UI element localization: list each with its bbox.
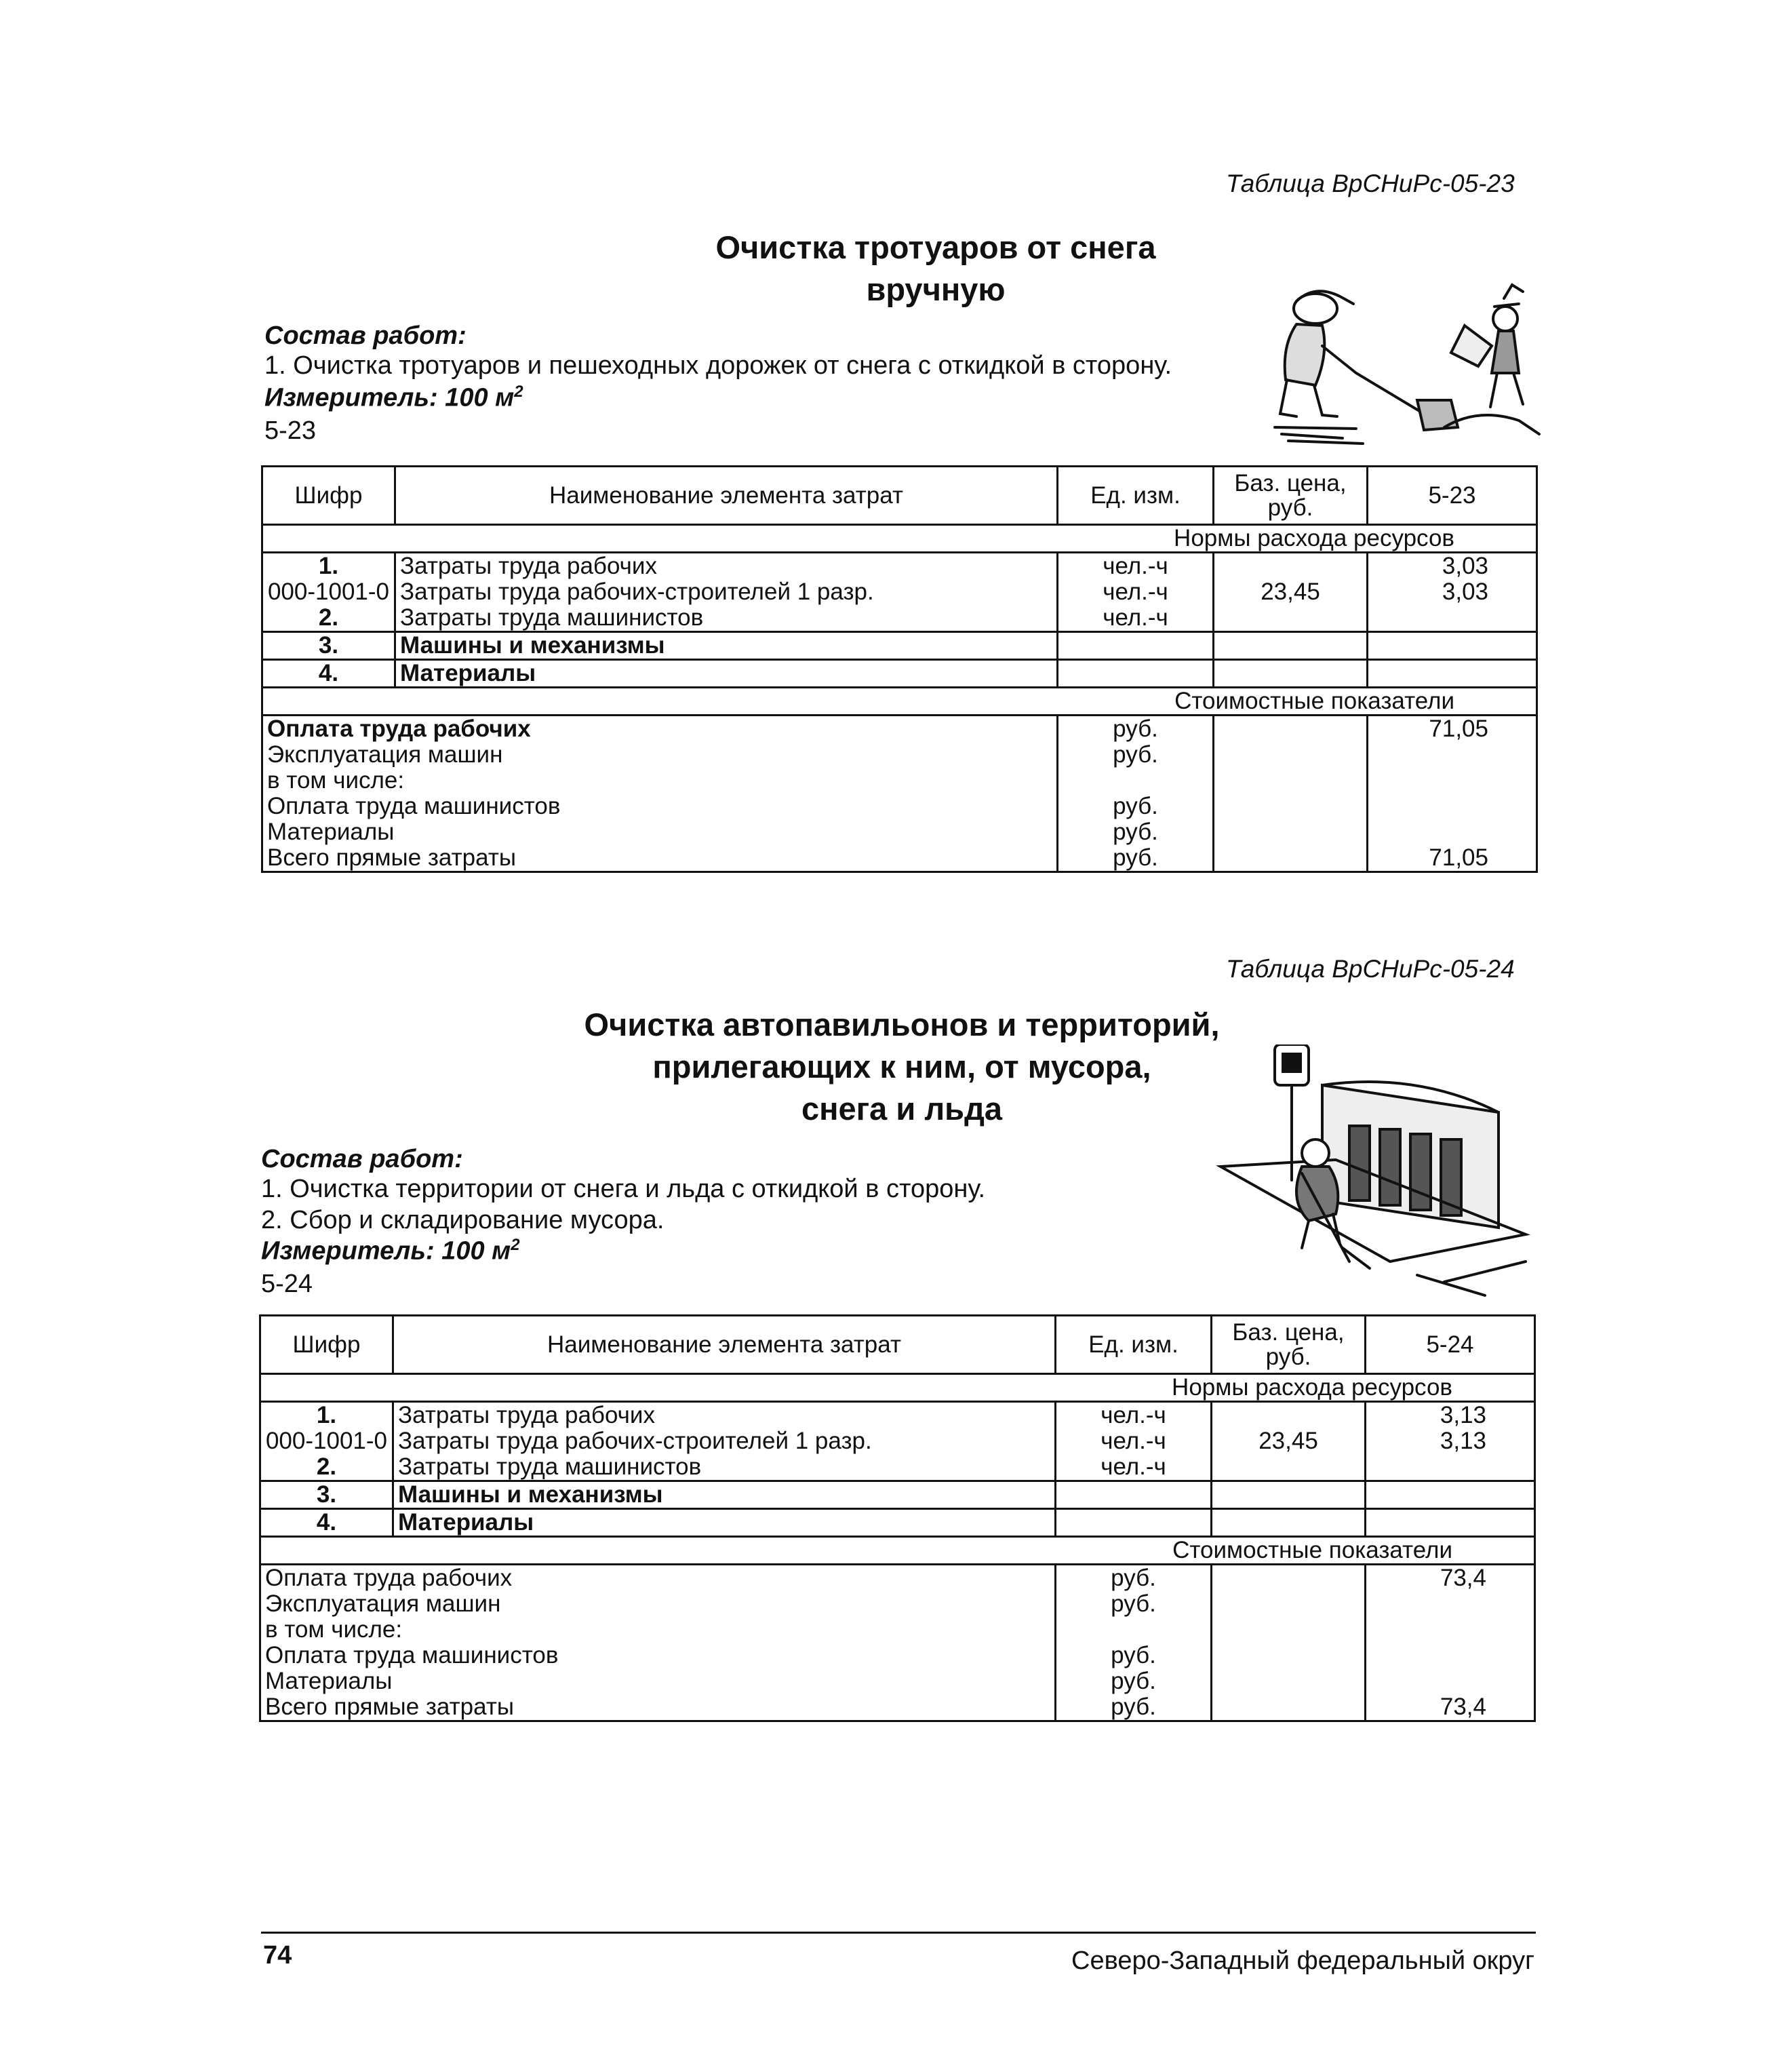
norms-subheader: Нормы расхода ресурсов [262, 525, 1537, 553]
cost-row: Оплата труда рабочих руб. 73,4 [260, 1565, 1535, 1592]
table-row: 000-1001-0 Затраты труда рабочих-строителей 1 разр. чел.-ч 23,45 3,03 [262, 579, 1537, 605]
norm-code: 5-23 [264, 416, 317, 445]
table-row: 1. Затраты труда рабочих чел.-ч 3,03 [262, 553, 1537, 580]
header-code: 5-23 [1368, 467, 1537, 525]
cost-subheader: Стоимостные показатели [260, 1537, 1535, 1565]
cost-row: в том числе: [260, 1617, 1535, 1643]
cost-row: Материалы руб. [262, 819, 1537, 845]
cost-row: в том числе: [262, 768, 1537, 794]
work-item: 2. Сбор и складирование мусора. [261, 1206, 665, 1234]
cost-row: Всего прямые затраты руб. 71,05 [262, 845, 1537, 872]
resource-norms-table [259, 1314, 1536, 1722]
cost-row: Оплата труда машинистов руб. [260, 1643, 1535, 1668]
work-composition-label: Состав работ: [261, 1145, 463, 1173]
header-shifr: Шифр [262, 467, 395, 525]
table-row: 4. Материалы [262, 660, 1537, 688]
title-line: снега и льда [801, 1091, 1003, 1127]
table-row: 1. Затраты труда рабочих чел.-ч 3,13 [260, 1402, 1535, 1429]
header-price: Баз. цена, руб. [1214, 467, 1368, 525]
footer-divider [261, 1932, 1536, 1934]
work-item: 1. Очистка территории от снега и льда с откидкой в сторону. [261, 1175, 986, 1203]
norms-subheader: Нормы расхода ресурсов [260, 1374, 1535, 1402]
resource-norms-table [261, 465, 1538, 873]
table-row: 2. Затраты труда машинистов чел.-ч [262, 605, 1537, 632]
cost-row: Оплата труда машинистов руб. [262, 794, 1537, 819]
cost-subheader: Стоимостные показатели [262, 688, 1537, 716]
norm-code: 5-24 [261, 1270, 313, 1298]
title-line: Очистка автопавильонов и территорий, [584, 1006, 1220, 1042]
measure-unit: Измеритель: 100 $м^2$ [264, 383, 523, 412]
snow-shoveling-illustration [1221, 271, 1546, 448]
header-name: Наименование элемента затрат [395, 467, 1058, 525]
measure-unit: Измеритель: 100 $м^2$ [261, 1236, 520, 1266]
table-row: 3. Машины и механизмы [262, 632, 1537, 660]
work-item: 1. Очистка тротуаров и пешеходных дорожек от снега с откидкой в сторону. [264, 351, 1172, 380]
table-row: 000-1001-0 Затраты труда рабочих-строителей 1 разр. чел.-ч 23,45 3,13 [260, 1428, 1535, 1454]
title-line: прилегающих к ним, от мусора, [652, 1049, 1151, 1084]
header-price: Баз. цена, руб. [1212, 1316, 1366, 1374]
table-row: 3. Машины и механизмы [260, 1481, 1535, 1509]
header-name: Наименование элемента затрат [393, 1316, 1056, 1374]
bus-stop-cleaning-illustration [1214, 1044, 1532, 1302]
cost-row: Эксплуатация машин руб. [262, 742, 1537, 768]
work-composition-label: Состав работ: [264, 321, 467, 350]
header-shifr: Шифр [260, 1316, 393, 1374]
table-row: 2. Затраты труда машинистов чел.-ч [260, 1454, 1535, 1481]
table-label: Таблица ВрСНиРс-05-24 [1226, 955, 1515, 983]
header-unit: Ед. изм. [1058, 467, 1214, 525]
section-title [529, 1004, 1275, 1130]
page-number: 74 [263, 1941, 292, 1970]
cost-row: Всего прямые затраты руб. 73,4 [260, 1694, 1535, 1721]
table-label: Таблица ВрСНиРс-05-23 [1226, 170, 1515, 197]
header-code: 5-24 [1366, 1316, 1535, 1374]
cost-row: Материалы руб. [260, 1668, 1535, 1694]
title-line: вручную [866, 271, 1006, 307]
section-title [610, 227, 1261, 311]
cost-row: Оплата труда рабочих руб. 71,05 [262, 716, 1537, 743]
title-line: Очистка тротуаров от снега [715, 229, 1156, 265]
header-unit: Ед. изм. [1056, 1316, 1212, 1374]
cost-row: Эксплуатация машин руб. [260, 1591, 1535, 1617]
footer-region: Северо-Западный федеральный округ [1071, 1947, 1534, 1975]
table-row: 4. Материалы [260, 1509, 1535, 1537]
